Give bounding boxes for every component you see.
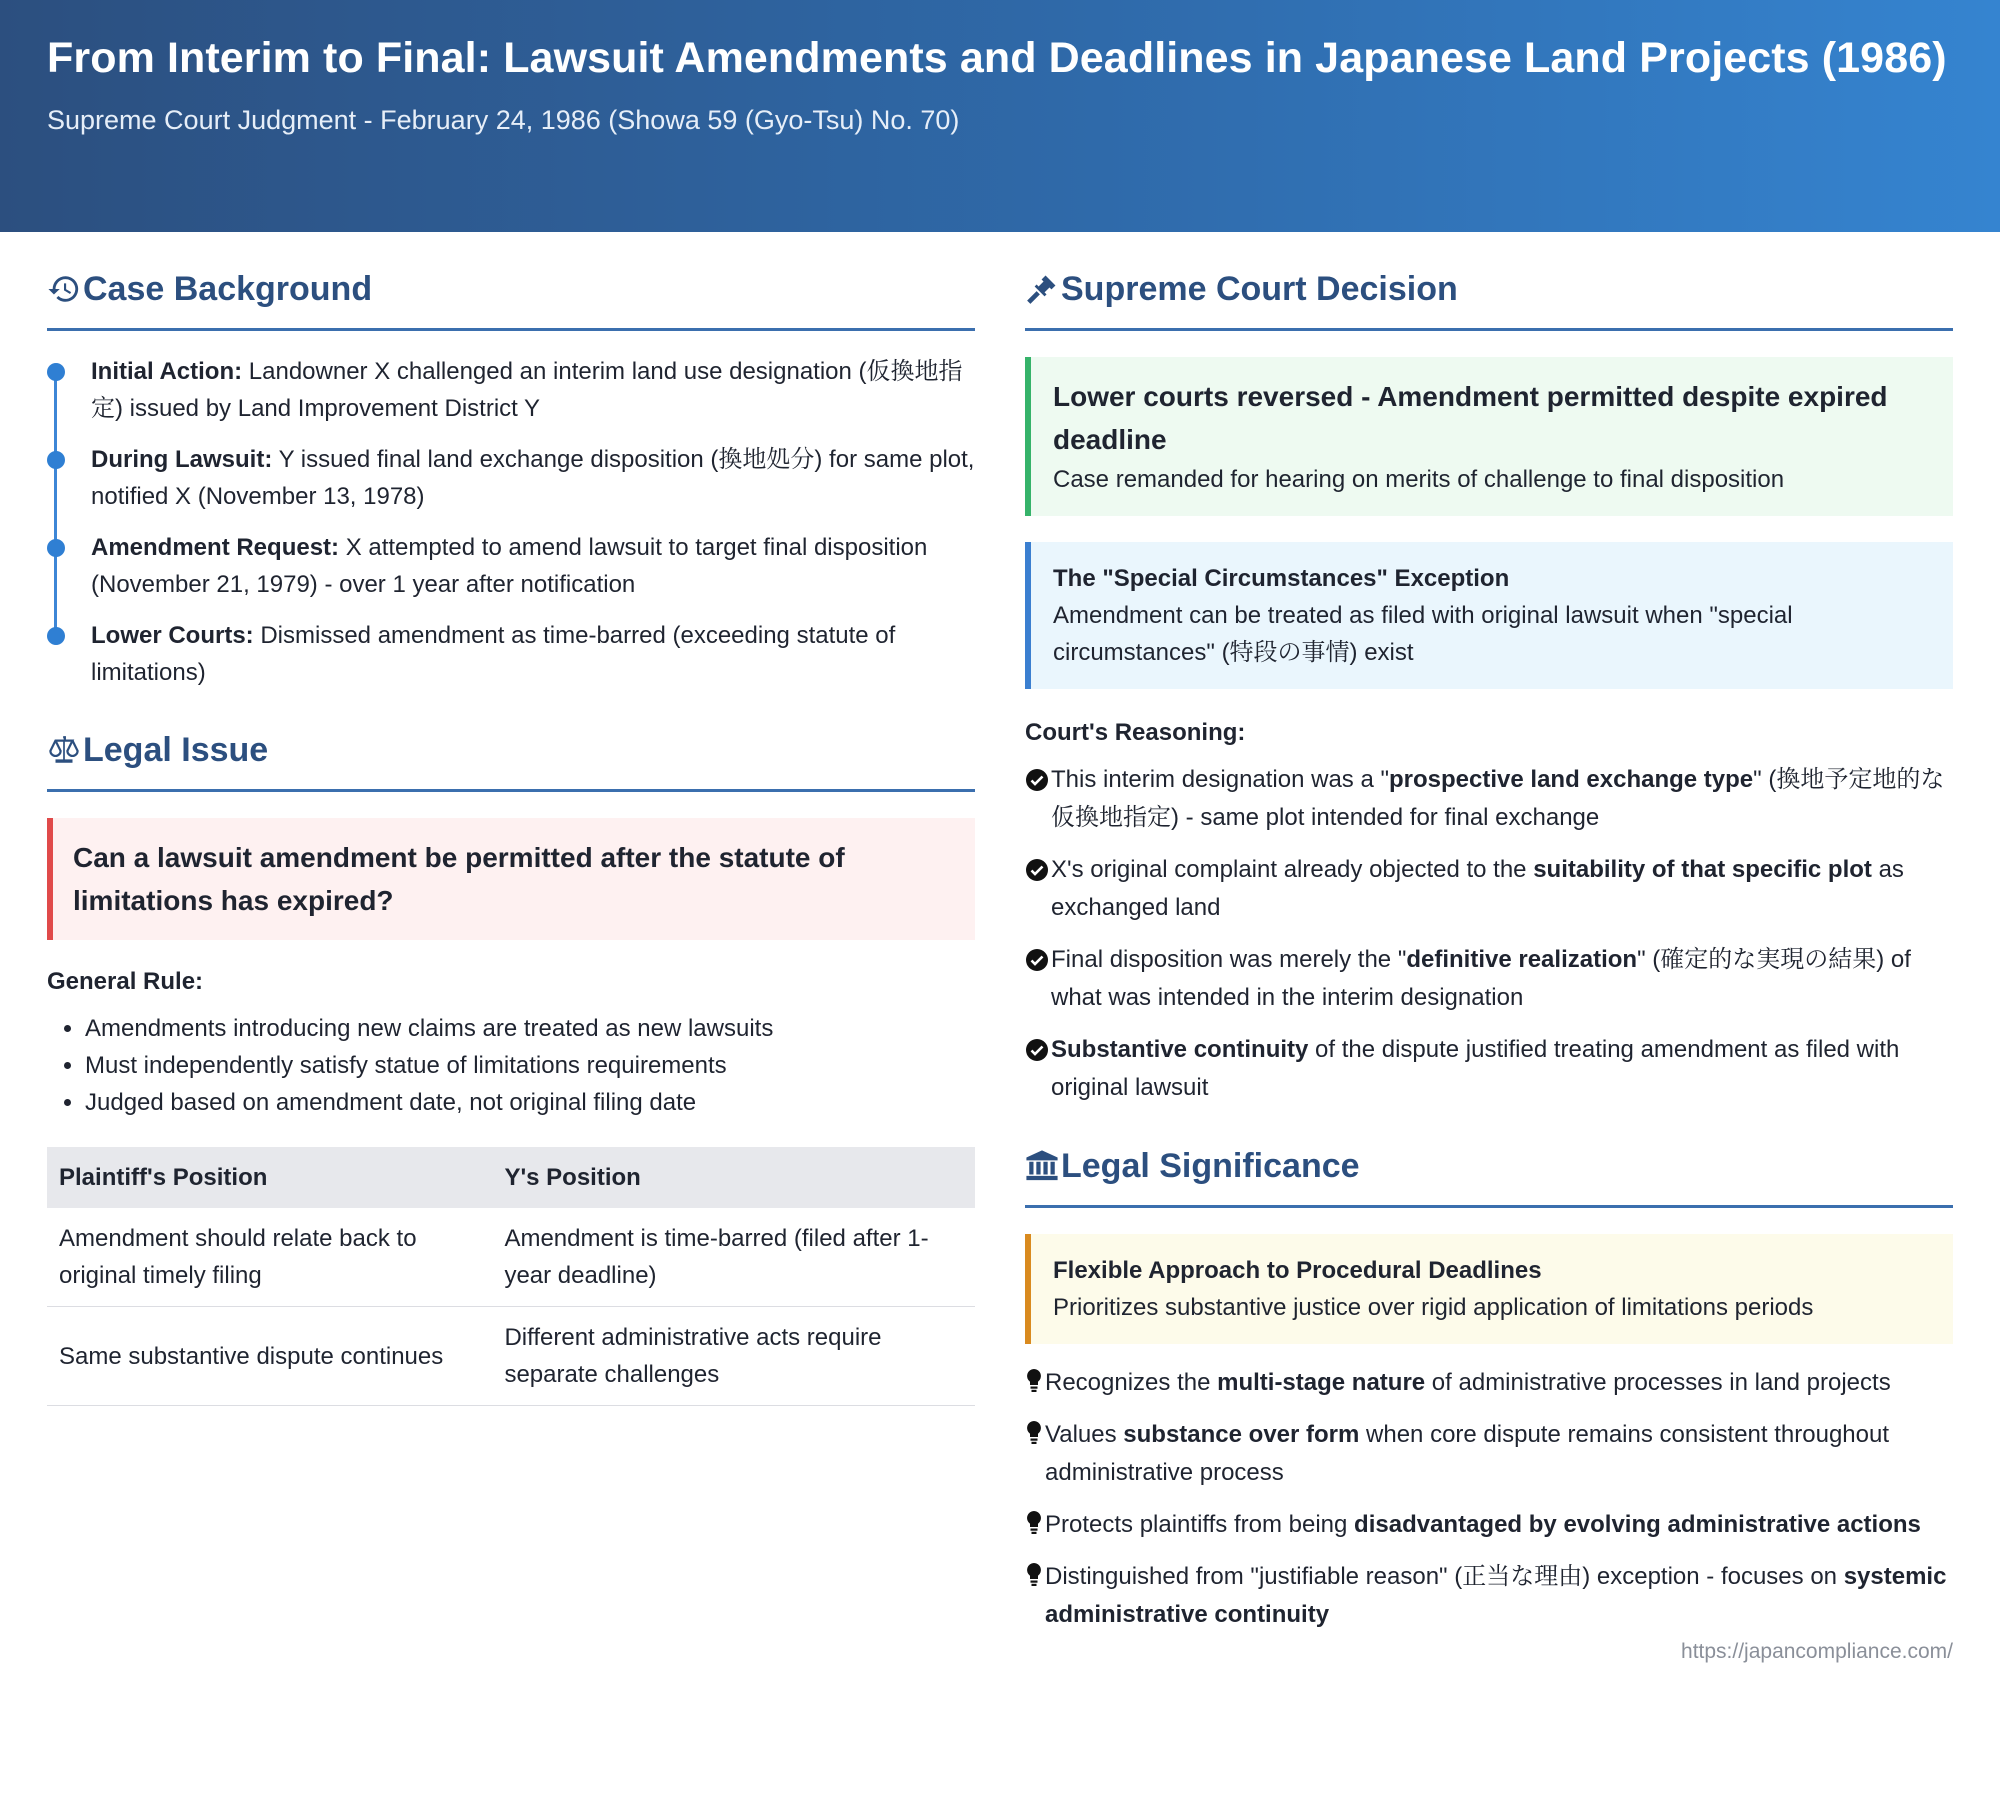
significance-box [1025, 1234, 1953, 1344]
check-circle-icon [1025, 768, 1049, 792]
institution-icon [1025, 1149, 1059, 1183]
general-rule-heading: General Rule: [47, 968, 204, 995]
case-background-title: Case Background [83, 269, 373, 308]
table-row [47, 1307, 975, 1406]
table-header-plaintiff: Plaintiff's Position [47, 1147, 492, 1208]
list-item: Recognizes the multi-stage nature of administrative processes in land projects [1025, 1364, 1953, 1402]
right-column [1025, 232, 1953, 1648]
lightbulb-icon [1025, 1420, 1043, 1446]
special-circumstances-title: The "Special Circumstances" Exception [1053, 565, 1510, 592]
decision-title: Supreme Court Decision [1061, 269, 1458, 308]
table-cell: Different administrative acts require separate challenges [492, 1307, 975, 1406]
decision-result-text: Case remanded for hearing on merits of challenge to final disposition [1053, 466, 1785, 493]
table-row [47, 1208, 975, 1307]
list-item: Substantive continuity of the dispute justified treating amendment as filed with original lawsuit [1025, 1031, 1953, 1107]
list-item: • Amendments introducing new claims are treated as new lawsuits [85, 1010, 975, 1047]
significance-box-title: Flexible Approach to Procedural Deadlines [1053, 1257, 1542, 1284]
table-header-defendant: Y's Position [492, 1147, 975, 1208]
reasoning-heading: Court's Reasoning: [1025, 719, 1246, 746]
scales-icon [47, 733, 81, 767]
decision-result-title: Lower courts reversed - Amendment permitted despite expired deadline [1053, 381, 1888, 455]
list-item: • Judged based on amendment date, not original filing date [85, 1084, 975, 1121]
lightbulb-icon [1025, 1510, 1043, 1536]
check-circle-icon [1025, 1038, 1049, 1062]
footer-url[interactable]: https://japancompliance.com/ [1681, 1640, 1953, 1663]
gavel-icon [1025, 272, 1059, 306]
general-rule-list [47, 1010, 975, 1121]
left-column [47, 232, 975, 1406]
decision-result-box [1025, 357, 1953, 516]
page-header [0, 0, 2000, 232]
list-item: This interim designation was a "prospective land exchange type" (換地予定地的な仮換地指定) - same plot intended for final exchange [1025, 761, 1953, 837]
list-item: Protects plaintiffs from being disadvantaged by evolving administrative actions [1025, 1506, 1953, 1544]
table-cell: Amendment is time-barred (filed after 1-year deadline) [492, 1208, 975, 1307]
timeline-dot [47, 627, 65, 645]
table-header-row [47, 1147, 975, 1208]
timeline-dot [47, 539, 65, 557]
timeline-item: Initial Action: Landowner X challenged an interim land use designation (仮換地指定) issued by Land Improvement District Y [91, 353, 975, 427]
positions-table [47, 1147, 975, 1406]
timeline-dot [47, 451, 65, 469]
check-circle-icon [1025, 858, 1049, 882]
case-background-heading [47, 232, 975, 331]
check-circle-icon [1025, 948, 1049, 972]
timeline-item: Amendment Request: X attempted to amend lawsuit to target final disposition (November 21, 1979) - over 1 year after notification [91, 529, 975, 603]
table-cell: Amendment should relate back to original timely filing [47, 1208, 492, 1307]
legal-issue-title: Legal Issue [83, 730, 269, 769]
page-title: From Interim to Final: Lawsuit Amendments and Deadlines in Japanese Land Projects (1986) [47, 34, 1947, 82]
lightbulb-icon [1025, 1368, 1043, 1394]
case-timeline [47, 353, 975, 691]
list-item: • Must independently satisfy statue of limitations requirements [85, 1047, 975, 1084]
timeline-item: Lower Courts: Dismissed amendment as time-barred (exceeding statute of limitations) [91, 617, 975, 691]
significance-heading [1025, 1121, 1953, 1208]
significance-box-text: Prioritizes substantive justice over rigid application of limitations periods [1053, 1294, 1814, 1321]
timeline-item: During Lawsuit: Y issued final land exchange disposition (換地処分) for same plot, notified X (November 13, 1978) [91, 441, 975, 515]
timeline-dot [47, 363, 65, 381]
history-icon [47, 272, 81, 306]
legal-question-box: Can a lawsuit amendment be permitted after the statute of limitations has expired? [47, 818, 975, 940]
special-circumstances-text: Amendment can be treated as filed with original lawsuit when "special circumstances" (特段の事情) exist [1053, 602, 1793, 666]
list-item: Final disposition was merely the "definitive realization" (確定的な実現の結果) of what was intended in the interim designation [1025, 941, 1953, 1017]
list-item: Distinguished from "justifiable reason" (正当な理由) exception - focuses on systemic administrative continuity [1025, 1558, 1953, 1634]
reasoning-list [1025, 761, 1953, 1107]
significance-title: Legal Significance [1061, 1146, 1360, 1185]
page-subtitle: Supreme Court Judgment - February 24, 1986 (Showa 59 (Gyo-Tsu) No. 70) [47, 105, 960, 135]
list-item: Values substance over form when core dispute remains consistent throughout administrative process [1025, 1416, 1953, 1492]
legal-issue-heading [47, 705, 975, 792]
decision-heading [1025, 232, 1953, 331]
list-item: X's original complaint already objected to the suitability of that specific plot as exchanged land [1025, 851, 1953, 927]
lightbulb-icon [1025, 1562, 1043, 1588]
timeline-line [54, 377, 57, 641]
table-cell: Same substantive dispute continues [47, 1307, 492, 1406]
significance-list [1025, 1364, 1953, 1634]
special-circumstances-box [1025, 542, 1953, 689]
